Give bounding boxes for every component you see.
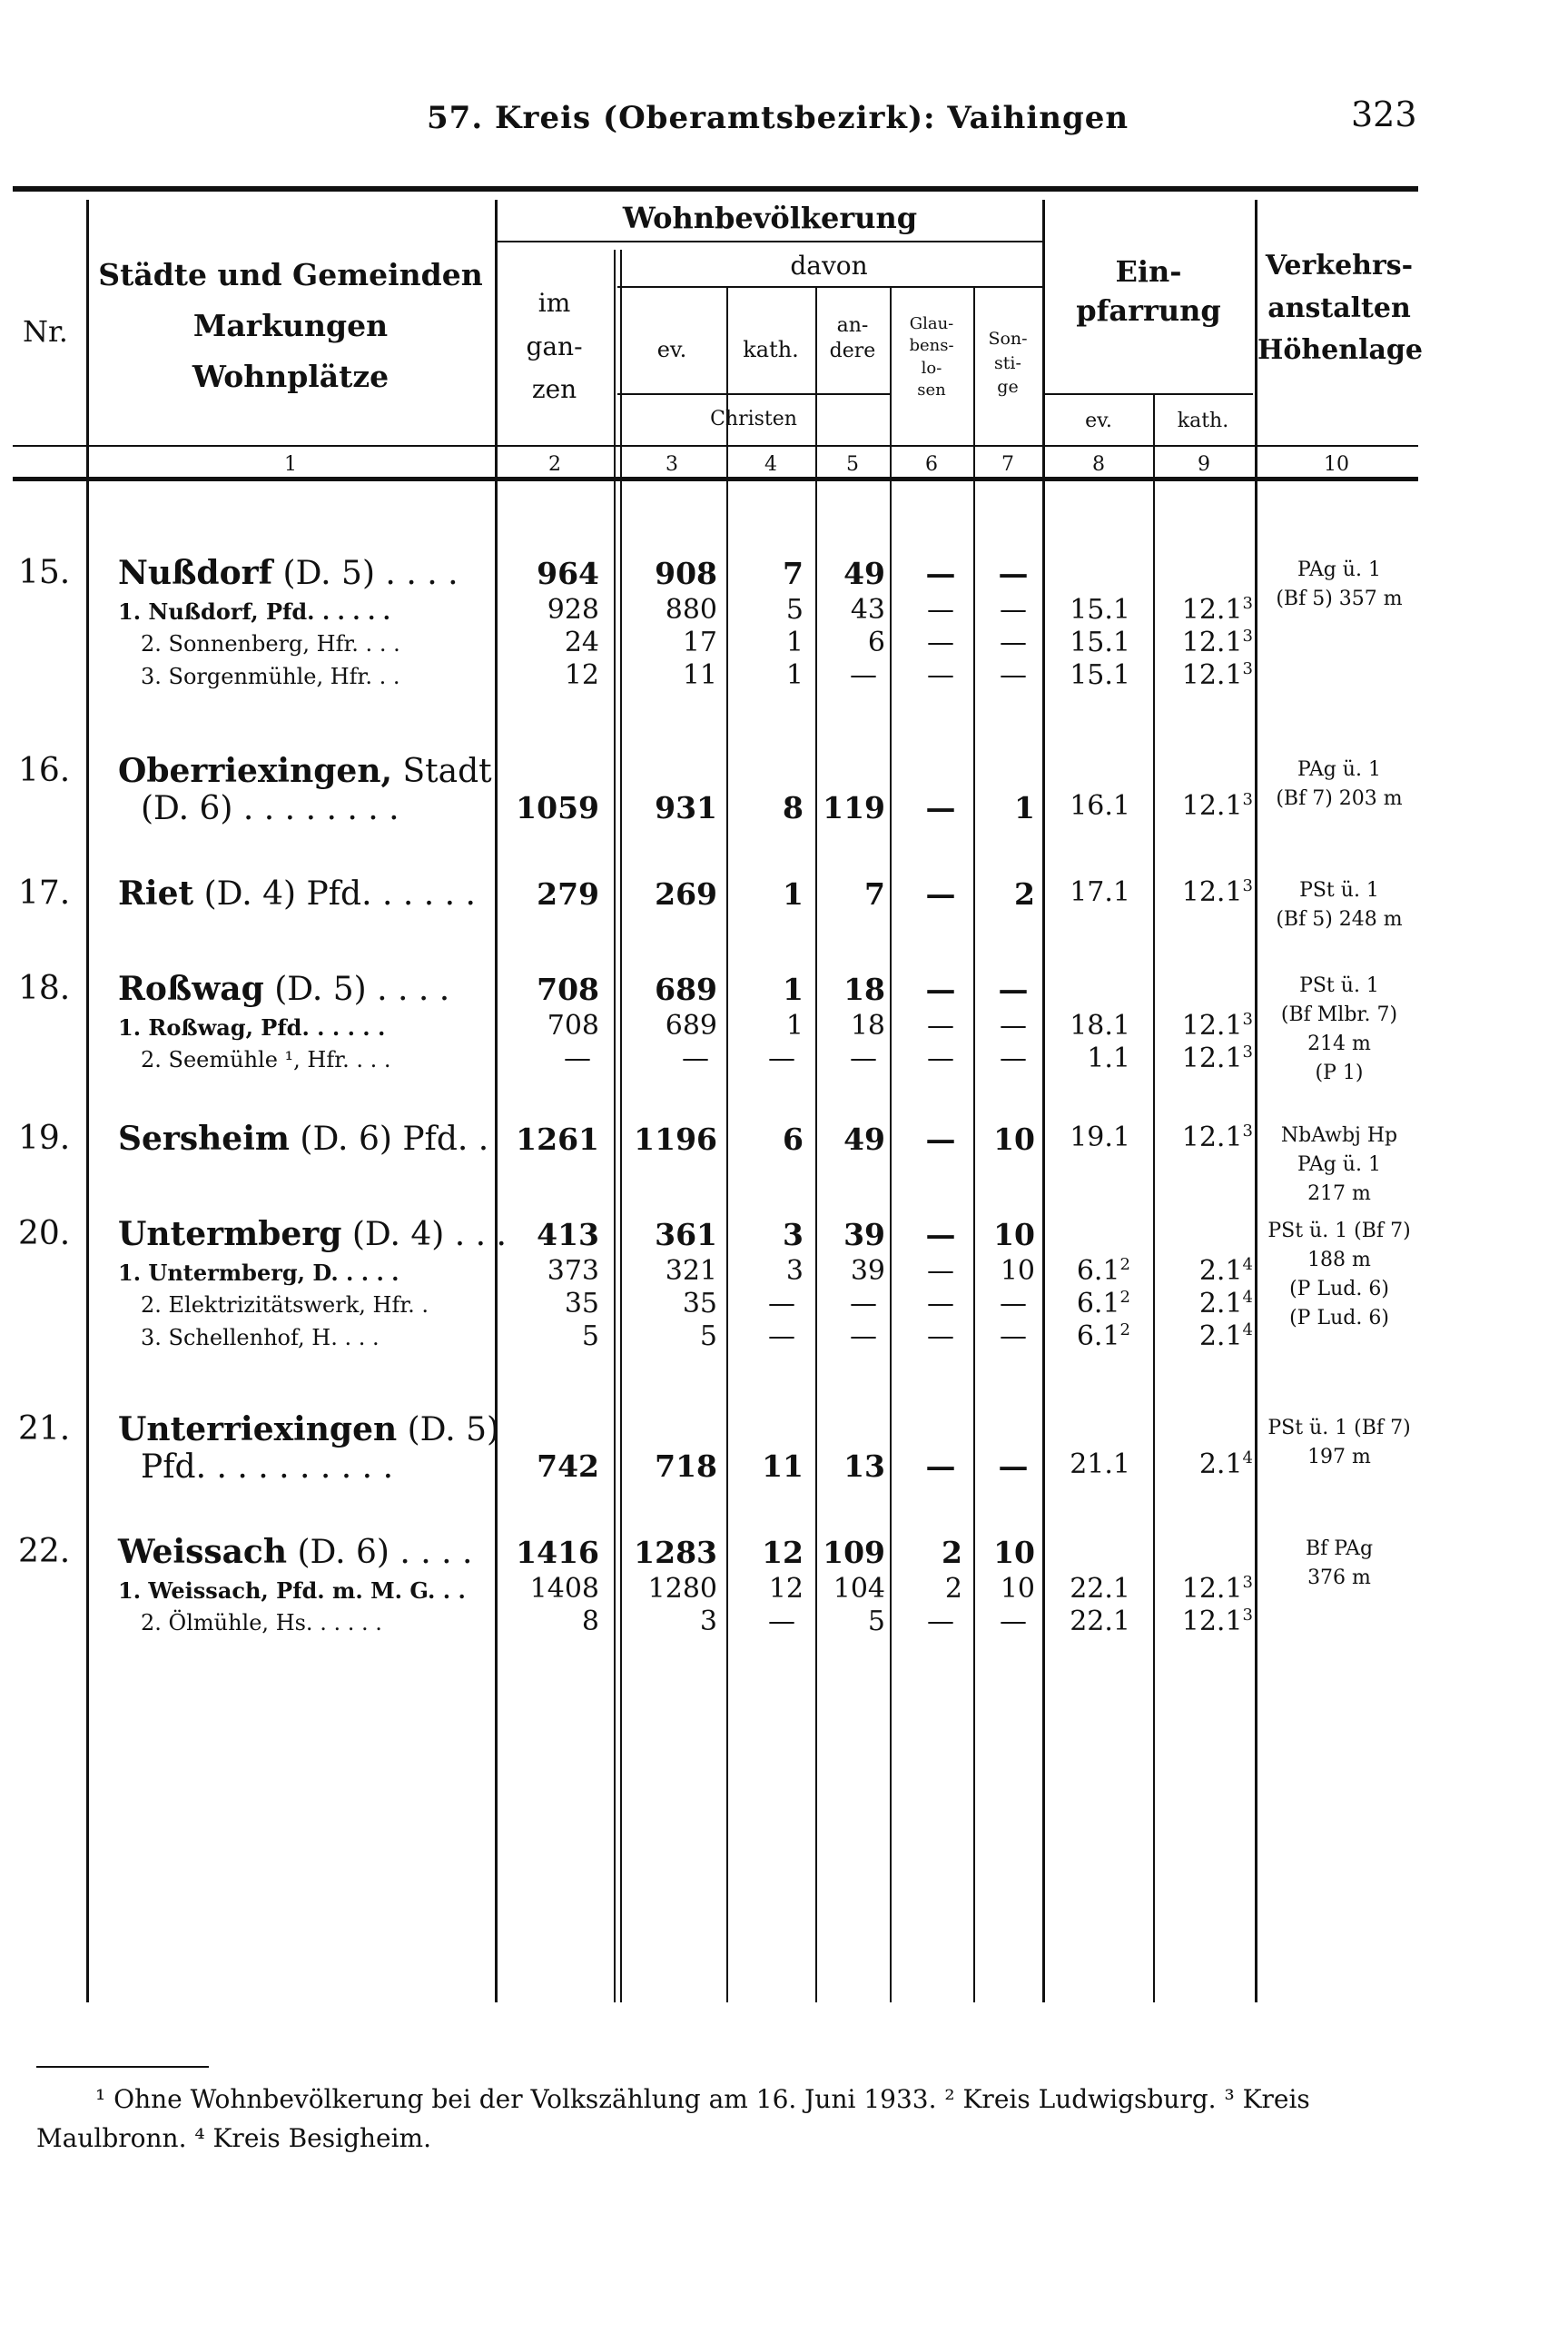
row-22-total-col2: 1416 [516,1535,599,1570]
header-andere-2: dere [829,339,876,362]
row-21-total-col2: 742 [537,1448,599,1484]
row-16-verkehr [1257,756,1421,814]
row-19-total-col5: 49 [843,1122,885,1157]
row-20-name [118,1215,507,1253]
column-number-10: 10 [1324,453,1349,476]
row-21-name-suffix: (D. 5) [397,1411,500,1448]
row-15-sub2-col6: — [927,627,954,658]
header-ev: ev. [656,337,687,362]
header-sonstige-2: sti- [994,352,1021,373]
row-18-sub1-col7: — [1000,1010,1027,1042]
row-18-verkehr-line2: (Bf Mlbr. 7) [1280,1003,1398,1026]
row-15-sub3-col5: — [850,659,877,691]
row-20-sub3-ein-kath: $2.1^4$ [1198,1320,1253,1352]
divider-sonstige [1042,200,1045,2002]
row-20-sub2-name: 2. Elektrizitätswerk, Hfr. . [141,1292,429,1318]
divider-total-a [614,250,616,2002]
row-22-name-main: Weissach [118,1533,288,1571]
row-16-verkehr-line1: PAg ü. 1 [1297,758,1381,781]
row-18-sub2-col5: — [850,1043,877,1074]
row-15-verkehr [1257,556,1421,614]
row-15-verkehr-line2: (Bf 5) 357 m [1276,587,1403,610]
row-20-nr: 20. [18,1215,71,1252]
row-17-verkehr [1257,876,1421,934]
header-sonstige [973,327,1042,400]
row-21-verkehr-line2: 197 m [1307,1445,1371,1468]
header-names-line2: Markungen [192,308,389,344]
column-number-9: 9 [1198,453,1210,476]
row-20-verkehr-line1: PSt ü. 1 (Bf 7) [1267,1220,1411,1242]
row-15-sub1-col5: 43 [850,594,885,626]
row-20-name-suffix: (D. 4) . . . [341,1216,507,1253]
row-22-sub1-col4: 12 [768,1573,804,1605]
row-22-verkehr-line1: Bf PAg [1305,1537,1374,1560]
row-18-sub2-ein-kath: 12.1$^3$ [1181,1043,1253,1074]
row-20-sub3-col6: — [927,1320,954,1352]
row-20-sub2-col2: 35 [564,1288,599,1319]
header-andere [815,313,890,363]
row-20-sub3-col5: — [850,1320,877,1352]
row-22-sub1-col6: 2 [944,1573,962,1605]
row-15-total-col3: 908 [655,556,717,591]
row-20-verkehr-line3: (P Lud. 6) [1289,1277,1389,1300]
row-15-name-suffix: (D. 5) . . . . [272,555,459,592]
header-im-ganzen-1: im [537,288,571,318]
row-18-total-col6: — [925,972,956,1007]
row-17-name-suffix: (D. 4) Pfd. . . . . . [193,875,476,913]
row-15-sub3-ein-kath: 12.1$^3$ [1181,659,1253,691]
running-title: 57. Kreis (Oberamtsbezirk): Vaihingen [427,100,1129,136]
row-22-sub1-col7: 10 [1000,1573,1035,1605]
header-andere-1: an- [836,314,869,337]
header-im-ganzen-2: gan- [526,331,583,361]
row-15-sub3-col4: 1 [785,659,804,691]
row-20-total-col3: 361 [655,1217,717,1252]
row-15-sub2-ein-ev: 15.1 [1070,627,1130,658]
row-20-sub1-name: 1. Untermberg, D. . . . . [118,1260,399,1286]
row-19-total-col6: — [925,1122,956,1157]
row-19-name-main: Sersheim [118,1120,290,1158]
row-16-total-col6: — [925,790,956,825]
column-number-1: 1 [284,453,297,476]
header-im-ganzen [498,282,611,411]
row-18-sub1-col3: 689 [665,1010,717,1042]
row-15-sub2-col7: — [1000,627,1027,658]
row-19-name [118,1120,488,1158]
row-18-sub1-col6: — [927,1010,954,1042]
column-number-6: 6 [925,453,938,476]
row-22-sub2-col4: — [768,1606,795,1637]
row-20-sub1-col2: 373 [547,1255,599,1287]
row-19-verkehr [1257,1122,1421,1209]
header-verkehr-2: anstalten [1267,292,1411,324]
row-20-sub2-col6: — [927,1288,954,1319]
row-20-sub1-col6: — [927,1255,954,1287]
row-21-total-col4: 11 [762,1448,804,1484]
row-18-name-main: Roßwag [118,970,264,1008]
row-19-verkehr-line3: 217 m [1307,1181,1371,1205]
row-21-nr: 21. [18,1410,71,1448]
column-number-8: 8 [1092,453,1105,476]
row-18-total-col5: 18 [843,972,885,1007]
row-22-sub1-ein-kath: 12.1$^3$ [1181,1573,1253,1605]
row-18-total-col7: — [998,972,1029,1007]
row-22-sub2-ein-kath: 12.1$^3$ [1181,1606,1253,1637]
row-20-sub1-ein-ev: $6.1^2$ [1076,1255,1130,1287]
header-verkehr-1: Verkehrs- [1265,250,1414,282]
row-16-total-col7: 1 [1014,790,1035,825]
row-18-sub2-col4: — [768,1043,795,1074]
row-15-sub3-col2: 12 [564,659,599,691]
column-number-4: 4 [764,453,777,476]
row-15-sub3-col6: — [927,659,954,691]
header-wohnbevoelkerung: Wohnbevölkerung [622,201,918,235]
column-number-3: 3 [666,453,678,476]
row-22-verkehr-line2: 376 m [1307,1566,1371,1589]
row-15-total-col7: — [998,556,1029,591]
row-16-nr: 16. [18,752,71,789]
row-18-sub1-col4: 1 [785,1010,804,1042]
row-20-sub1-col7: 10 [1000,1255,1035,1287]
row-15-sub1-col2: 928 [547,594,599,626]
row-22-sub2-ein-ev: 22.1 [1070,1606,1130,1637]
row-15-name [118,554,459,592]
row-18-sub2-name: 2. Seemühle ¹, Hfr. . . . [141,1047,391,1072]
row-22-total-col5: 109 [823,1535,885,1570]
row-20-sub3-name: 3. Schellenhof, H. . . . [141,1325,380,1350]
row-20-sub1-col5: 39 [850,1255,885,1287]
row-22-sub1-col2: 1408 [529,1573,599,1605]
row-18-name-suffix: (D. 5) . . . . [263,971,450,1008]
row-15-nr: 15. [18,554,71,591]
row-22-sub2-col7: — [1000,1606,1027,1637]
row-15-sub1-col6: — [927,594,954,626]
header-einpfarrung-1: Ein- [1115,254,1182,289]
row-20-total-col7: 10 [993,1217,1035,1252]
row-17-total-col5: 7 [864,876,885,912]
row-17-verkehr-line1: PSt ü. 1 [1299,879,1379,902]
row-20-total-col2: 413 [537,1217,599,1252]
row-18-nr: 18. [18,970,71,1007]
header-einpfarrung-2: pfarrung [1076,293,1221,329]
row-21-verkehr [1257,1414,1421,1472]
row-20-total-col6: — [925,1217,956,1252]
row-21-verkehr-line1: PSt ü. 1 (Bf 7) [1267,1417,1411,1439]
header-ein-rule [1044,393,1253,395]
header-glaubenslose [890,313,973,401]
row-17-name-main: Riet [118,875,194,913]
row-18-verkehr-line1: PSt ü. 1 [1299,974,1379,997]
row-16-total-col3: 931 [655,790,717,825]
row-16-total-col4: 8 [783,790,804,825]
row-20-sub2-col7: — [1000,1288,1027,1319]
row-22-sub1-col3: 1280 [647,1573,717,1605]
row-18-sub2-col7: — [1000,1043,1027,1074]
row-22-total-col3: 1283 [634,1535,717,1570]
row-15-total-col4: 7 [783,556,804,591]
row-19-ein-kath: 12.1$^3$ [1181,1122,1253,1153]
row-21-total-col5: 13 [843,1448,885,1484]
row-20-sub3-col2: 5 [581,1320,599,1352]
header-names-line1: Städte und Gemeinden [98,257,483,292]
header-names-line3: Wohnplätze [192,359,390,395]
row-18-sub2-ein-ev: 1.1 [1087,1043,1130,1074]
divider-einpfarrung [1255,200,1257,2002]
row-20-verkehr-line4: (P Lud. 6) [1289,1306,1389,1329]
row-20-sub2-col4: — [768,1288,795,1319]
header-glaubenslose-4: sen [917,380,946,400]
footnote-rule [36,2066,209,2068]
row-15-sub3-col3: 11 [682,659,717,691]
row-22-total-col7: 10 [993,1535,1035,1570]
row-21-name-line2: Pfd. . . . . . . . . . [141,1448,394,1486]
row-20-sub1-ein-kath: $2.1^4$ [1198,1255,1253,1287]
row-15-sub3-name: 3. Sorgenmühle, Hfr. . . [141,664,400,689]
row-22-verkehr [1257,1535,1421,1593]
row-15-sub1-col4: 5 [785,594,804,626]
row-16-name-line2: (D. 6) . . . . . . . . [141,790,399,827]
row-17-total-col3: 269 [655,876,717,912]
row-15-total-col5: 49 [843,556,885,591]
row-20-total-col5: 39 [843,1217,885,1252]
row-20-sub3-ein-ev: $6.1^2$ [1076,1320,1130,1352]
row-20-sub2-ein-ev: $6.1^2$ [1076,1288,1130,1319]
row-16-total-col2: 1059 [516,790,599,825]
header-verkehr-3: Höhenlage [1257,334,1423,366]
header-glaubenslose-1: Glau- [909,314,954,333]
header-verkehr [1257,245,1421,372]
row-15-sub3-col7: — [1000,659,1027,691]
row-22-sub2-col5: 5 [867,1606,885,1637]
row-22-sub2-name: 2. Ölmühle, Hs. . . . . . [141,1610,382,1636]
row-20-sub2-col3: 35 [682,1288,717,1319]
footnote-line1: ¹ Ohne Wohnbevölkerung bei der Volkszählung am 16. Juni 1933. ² Kreis Ludwigsburg. ³ Kreis [95,2084,1310,2114]
row-15-sub2-col5: 6 [867,627,885,658]
row-20-sub1-col3: 321 [665,1255,717,1287]
row-22-sub2-col3: 3 [699,1606,717,1637]
header-davon-rule [617,286,1042,288]
row-15-total-col2: 964 [537,556,599,591]
row-20-verkehr-line2: 188 m [1307,1248,1371,1271]
row-15-sub1-col7: — [1000,594,1027,626]
row-15-sub2-ein-kath: 12.1$^3$ [1181,627,1253,658]
row-15-sub1-ein-ev: 15.1 [1070,594,1130,626]
row-15-sub1-col3: 880 [665,594,717,626]
row-19-ein-ev: 19.1 [1070,1122,1130,1153]
row-22-sub2-col2: 8 [581,1606,599,1637]
header-sonstige-3: ge [997,377,1019,398]
row-15-sub2-col4: 1 [785,627,804,658]
row-15-sub2-col3: 17 [682,627,717,658]
row-17-verkehr-line2: (Bf 5) 248 m [1276,907,1403,931]
row-20-verkehr [1257,1217,1421,1333]
row-16-total-col5: 119 [823,790,885,825]
row-16-name-main: Oberriexingen, [118,752,393,790]
divider-andere [890,286,892,2002]
row-21-name [118,1410,499,1448]
row-19-name-suffix: (D. 6) Pfd. . [289,1121,489,1158]
row-18-sub2-col2: — [564,1043,591,1074]
row-18-name [118,970,449,1008]
row-15-verkehr-line1: PAg ü. 1 [1297,558,1381,581]
page-number: 323 [1351,94,1417,134]
row-15-sub2-col2: 24 [564,627,599,658]
divider-names [495,200,498,2002]
row-21-total-col3: 718 [655,1448,717,1484]
header-kath: kath. [743,337,799,362]
footnote-line2: Maulbronn. ⁴ Kreis Besigheim. [36,2123,432,2153]
column-number-5: 5 [846,453,859,476]
row-22-total-col4: 12 [762,1535,804,1570]
header-glaubenslose-3: lo- [921,358,942,378]
header-ein-ev: ev. [1085,410,1112,432]
header-im-ganzen-3: zen [531,374,577,405]
row-18-verkehr [1257,972,1421,1088]
row-19-total-col3: 1196 [634,1122,717,1157]
row-20-name-main: Untermberg [118,1215,342,1253]
row-22-total-col6: 2 [942,1535,962,1570]
row-21-ein-ev: 21.1 [1070,1448,1130,1480]
row-22-sub1-name: 1. Weissach, Pfd. m. M. G. . . [118,1577,466,1604]
row-16-ein-kath: 12.1$^3$ [1181,790,1253,822]
row-19-total-col2: 1261 [516,1122,599,1157]
row-19-total-col7: 10 [993,1122,1035,1157]
row-22-sub1-ein-ev: 22.1 [1070,1573,1130,1605]
column-number-2: 2 [548,453,561,476]
header-nr: Nr. [23,314,68,349]
row-20-sub2-ein-kath: $2.1^4$ [1198,1288,1253,1319]
header-wb-rule [498,241,1042,242]
header-ein-kath: kath. [1177,410,1229,432]
header-einpfarrung [1044,252,1253,331]
row-18-verkehr-line4: (P 1) [1315,1061,1364,1084]
header-bottom-rule [13,477,1418,481]
row-18-sub1-col2: 708 [547,1010,599,1042]
row-21-total-col6: — [925,1448,956,1484]
row-20-sub1-col4: 3 [785,1255,804,1287]
row-17-total-col7: 2 [1014,876,1035,912]
row-17-nr: 17. [18,875,71,912]
row-18-verkehr-line3: 214 m [1307,1032,1371,1055]
row-15-name-main: Nußdorf [118,554,273,592]
row-17-total-col4: 1 [783,876,804,912]
column-number-7: 7 [1001,453,1014,476]
row-21-total-col7: — [998,1448,1029,1484]
row-22-name [118,1533,472,1571]
divider-nr [86,200,89,2002]
row-17-total-col6: — [925,876,956,912]
header-christen-rule [617,393,890,395]
row-22-nr: 22. [18,1533,71,1570]
row-18-sub1-ein-kath: 12.1$^3$ [1181,1010,1253,1042]
header-names [91,250,490,402]
row-20-sub3-col4: — [768,1320,795,1352]
row-20-total-col4: 3 [783,1217,804,1252]
row-17-ein-ev: 17.1 [1070,876,1130,908]
row-22-name-suffix: (D. 6) . . . . [287,1534,473,1571]
row-19-verkehr-line2: PAg ü. 1 [1297,1152,1381,1176]
header-christen: Christen [710,408,797,430]
colnum-rule [13,445,1418,447]
header-glaubenslose-2: bens- [909,336,954,356]
row-15-total-col6: — [925,556,956,591]
row-16-name-suffix: Stadt [392,753,492,790]
row-18-sub1-name: 1. Roßwag, Pfd. . . . . . [118,1014,386,1041]
row-15-sub3-ein-ev: 15.1 [1070,659,1130,691]
row-18-total-col2: 708 [537,972,599,1007]
row-18-sub1-col5: 18 [850,1010,885,1042]
row-17-ein-kath: 12.1$^3$ [1181,876,1253,908]
row-16-ein-ev: 16.1 [1070,790,1130,822]
row-20-sub2-col5: — [850,1288,877,1319]
row-22-sub1-col5: 104 [833,1573,885,1605]
row-17-name [118,875,476,913]
header-davon: davon [790,251,868,281]
row-20-sub3-col3: 5 [699,1320,717,1352]
row-17-total-col2: 279 [537,876,599,912]
row-18-total-col4: 1 [783,972,804,1007]
row-18-sub1-ein-ev: 18.1 [1070,1010,1130,1042]
top-rule [13,186,1418,192]
row-18-sub2-col6: — [927,1043,954,1074]
row-18-total-col3: 689 [655,972,717,1007]
row-20-sub3-col7: — [1000,1320,1027,1352]
row-21-name-main: Unterriexingen [118,1410,398,1448]
row-21-ein-kath: $2.1^4$ [1198,1448,1253,1480]
row-15-sub1-name: 1. Nußdorf, Pfd. . . . . . [118,598,391,625]
row-18-sub2-col3: — [682,1043,709,1074]
row-16-verkehr-line2: (Bf 7) 203 m [1276,786,1403,810]
row-22-sub2-col6: — [927,1606,954,1637]
row-19-verkehr-line1: NbAwbj Hp [1280,1124,1398,1147]
row-16-name [118,752,492,790]
row-19-nr: 19. [18,1120,71,1157]
row-15-sub1-ein-kath: 12.1$^3$ [1181,594,1253,626]
row-15-sub2-name: 2. Sonnenberg, Hfr. . . . [141,631,400,657]
row-19-total-col4: 6 [783,1122,804,1157]
header-sonstige-1: Son- [988,329,1028,349]
